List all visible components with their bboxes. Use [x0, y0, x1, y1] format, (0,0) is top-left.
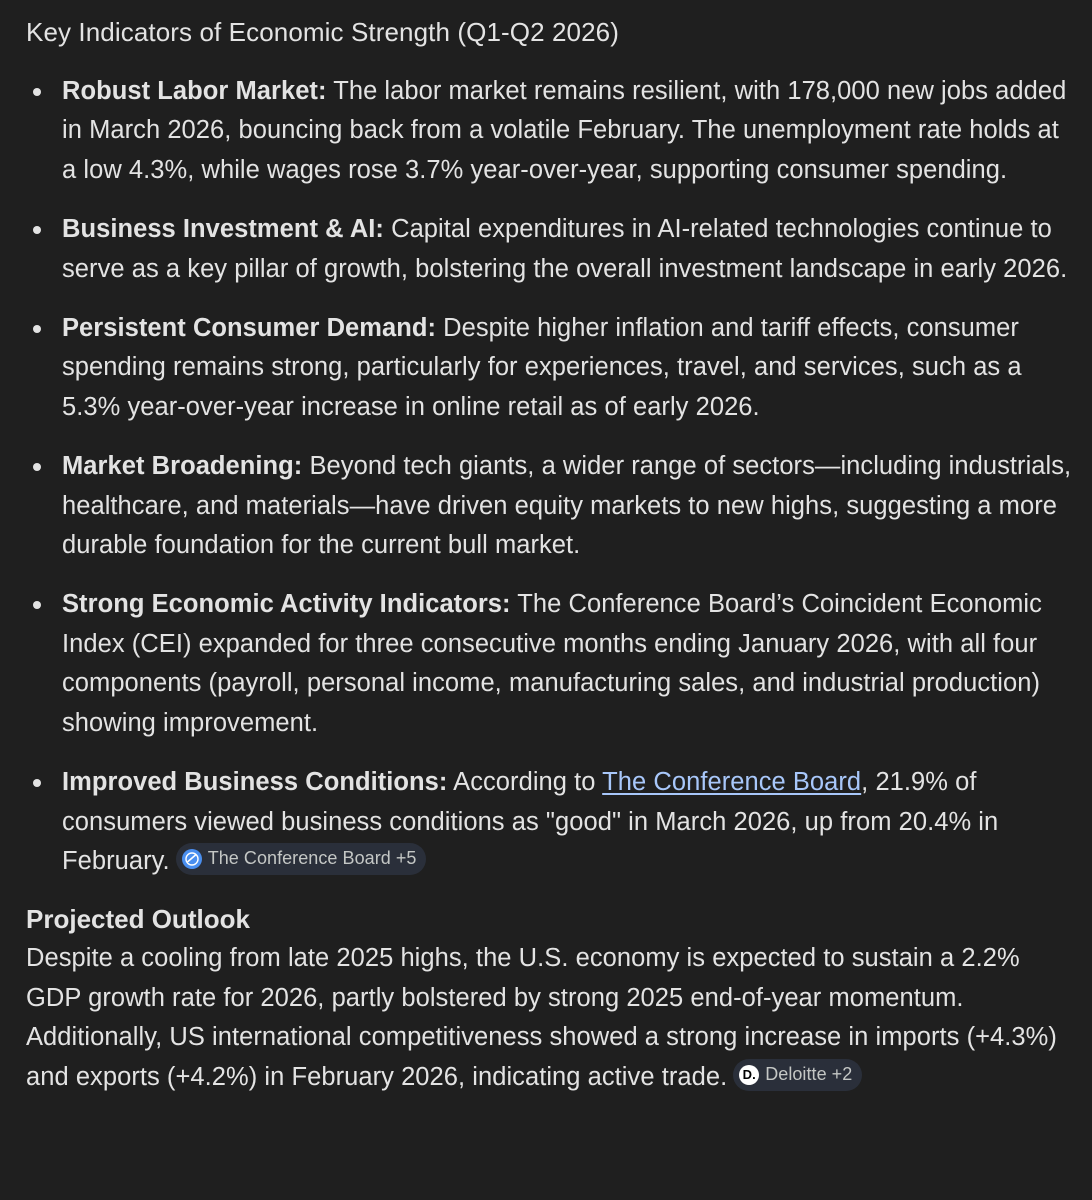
list-item-text: According to	[447, 768, 603, 797]
outlook-paragraph	[26, 939, 1072, 1097]
list-item-text: The Conference Board’s Coincident Economic Index (CEI) expanded for three consecutive months ending January 2026, with all four components (payroll, personal income, manufacturing sales, and industrial production) showing improvement.	[62, 590, 1042, 737]
list-item-label: Strong Economic Activity Indicators:	[62, 590, 511, 619]
outlook-text: Despite a cooling from late 2025 highs, the U.S. economy is expected to sustain a 2.2% GDP growth rate for 2026, partly bolstered by strong 2025 end-of-year momentum. Additionally, US international competitiveness showed a strong increase in imports (+4.3%) and exports (+4.2%) in February 2026, indicating active trade.	[26, 944, 1057, 1091]
outlook-title: Projected Outlook	[26, 904, 250, 935]
conference-board-link[interactable]: The Conference Board	[602, 768, 862, 797]
section-title: Key Indicators of Economic Strength (Q1-Q2 2026)	[26, 17, 619, 47]
source-chip-conference-board[interactable]	[176, 843, 427, 875]
list-item	[26, 72, 1072, 190]
list-item-label: Robust Labor Market:	[62, 77, 327, 105]
list-item-text: The labor market remains resilient, with 178,000 new jobs added in March 2026, bouncing back from a volatile February. The unemployment rate holds at a low 4.3%, while wages rose 3.7% year-over-year, supporting consumer spending.	[62, 77, 1067, 184]
source-chip-deloitte[interactable]	[733, 1059, 862, 1091]
deloitte-logo-icon: D.	[739, 1065, 759, 1085]
source-chip-label: The Conference Board +5	[207, 848, 417, 869]
list-item-label: Market Broadening:	[62, 452, 303, 481]
source-chip-label: Deloitte +2	[765, 1064, 853, 1085]
indicators-list	[26, 72, 1072, 881]
list-item	[26, 447, 1072, 565]
list-item	[26, 585, 1072, 743]
list-item	[26, 210, 1072, 289]
list-item-text: , 21.9% of consumers viewed business conditions as "good" in March 2026, up from 20.4% in February.	[62, 768, 999, 875]
list-item-text: Beyond tech giants, a wider range of sectors—including industrials, healthcare, and materials—have driven equity markets to new highs, suggesting a more durable foundation for the current bull market.	[62, 452, 1072, 560]
list-item-text: Despite higher inflation and tariff effects, consumer spending remains strong, particularly for experiences, travel, and services, such as a 5.3% year-over-year increase in online retail as of early 2026.	[62, 314, 1022, 421]
list-item-label: Persistent Consumer Demand:	[62, 314, 437, 343]
list-item-text: Capital expenditures in AI-related technologies continue to serve as a key pillar of growth, bolstering the overall investment landscape in early 2026.	[62, 215, 1068, 283]
list-item	[26, 763, 1072, 881]
conference-board-globe-icon	[182, 849, 202, 869]
list-item-label: Improved Business Conditions:	[62, 768, 448, 797]
list-item	[26, 309, 1072, 427]
list-item-label: Business Investment & AI:	[62, 215, 384, 244]
